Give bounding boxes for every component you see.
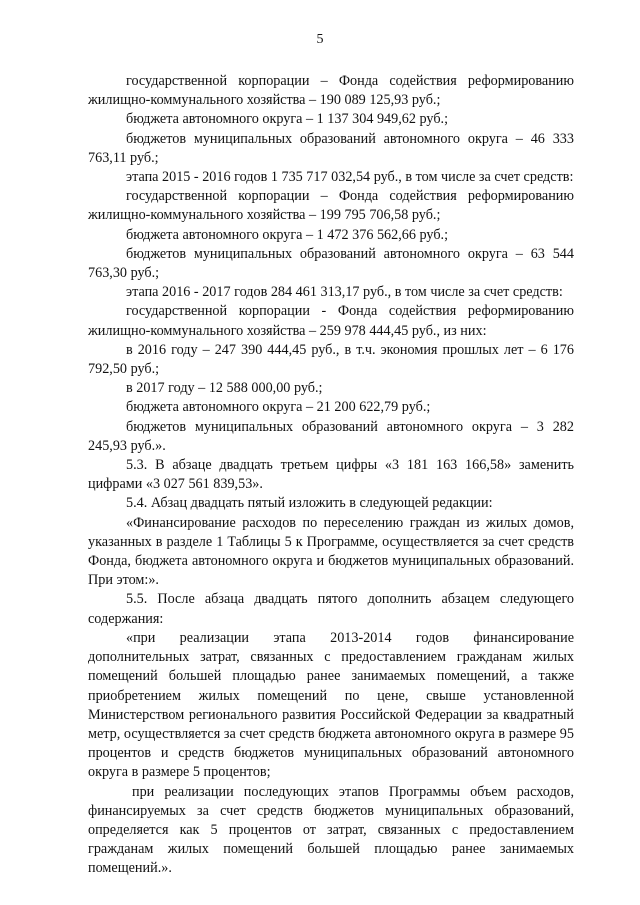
paragraph: бюджета автономного округа – 1 472 376 562,66 руб.; (126, 226, 449, 243)
paragraph: бюджета автономного округа – 1 137 304 949,62 руб.; (126, 111, 449, 128)
paragraph: при реализации последующих этапов Программы объем расходов, финансируемых за счет средств бюджетов муниципальных образований, определяется как 5 процентов от затрат, связанных с предоставлением гражданам жилых помещений большей площадью ранее занимаемых помещений.». (88, 783, 574, 877)
paragraph: бюджетов муниципальных образований автономного округа – 3 282 245,93 руб.». (88, 418, 574, 454)
paragraph: в 2016 году – 247 390 444,45 руб., в т.ч. экономия прошлых лет – 6 176 792,50 руб.; (88, 341, 574, 378)
paragraph: 5.5. После абзаца двадцать пятого дополнить абзацем следующего содержания: (88, 591, 574, 627)
paragraph: «Финансирование расходов по переселению граждан из жилых домов, указанных в разделе 1 Таблицы 5 к Программе, осуществляется за счет средств Фонда, бюджета автономного округа и бюджетов муниципальных образований. При этом:». (88, 514, 574, 589)
paragraph: 5.4. Абзац двадцать пятый изложить в следующей редакции: (126, 495, 493, 512)
paragraph: государственной корпорации – Фонда содействия реформированию жилищно-коммунального хозяйства – 199 795 706,58 руб.; (88, 188, 574, 224)
document-body (88, 72, 574, 879)
paragraph: этапа 2016 - 2017 годов 284 461 313,17 руб., в том числе за счет средств: (126, 284, 563, 301)
paragraph: бюджета автономного округа – 21 200 622,79 руб.; (126, 399, 431, 416)
paragraph: в 2017 году – 12 588 000,00 руб.; (126, 380, 323, 397)
paragraph: бюджетов муниципальных образований автономного округа – 46 333 763,11 руб.; (88, 130, 574, 166)
paragraph: бюджетов муниципальных образований автономного округа – 63 544 763,30 руб.; (88, 245, 574, 282)
paragraph: государственной корпорации – Фонда содействия реформированию жилищно-коммунального хозяйства – 190 089 125,93 руб.; (88, 73, 574, 109)
page-number: 5 (316, 32, 324, 47)
paragraph: 5.3. В абзаце двадцать третьем цифры «3 181 163 166,58» заменить цифрами «3 027 561 839,53». (88, 457, 574, 493)
paragraph: «при реализации этапа 2013-2014 годов финансирование дополнительных затрат, связанных с предоставлением гражданам жилых помещений большей площадью ранее занимаемых помещений, а также приобретением жилых помещений по цене, свыше установленной Министерством регионального развития Российской Федерации за квадратный метр, осуществляется за счет средств бюджета автономного округа в размере 95 процентов и средств бюджетов муниципальных образований автономного округа в размере 5 процентов; (88, 629, 574, 781)
paragraph: государственной корпорации - Фонда содействия реформированию жилищно-коммунального хозяйства – 259 978 444,45 руб., из них: (88, 303, 574, 339)
paragraph: этапа 2015 - 2016 годов 1 735 717 032,54 руб., в том числе за счет средств: (126, 169, 574, 186)
